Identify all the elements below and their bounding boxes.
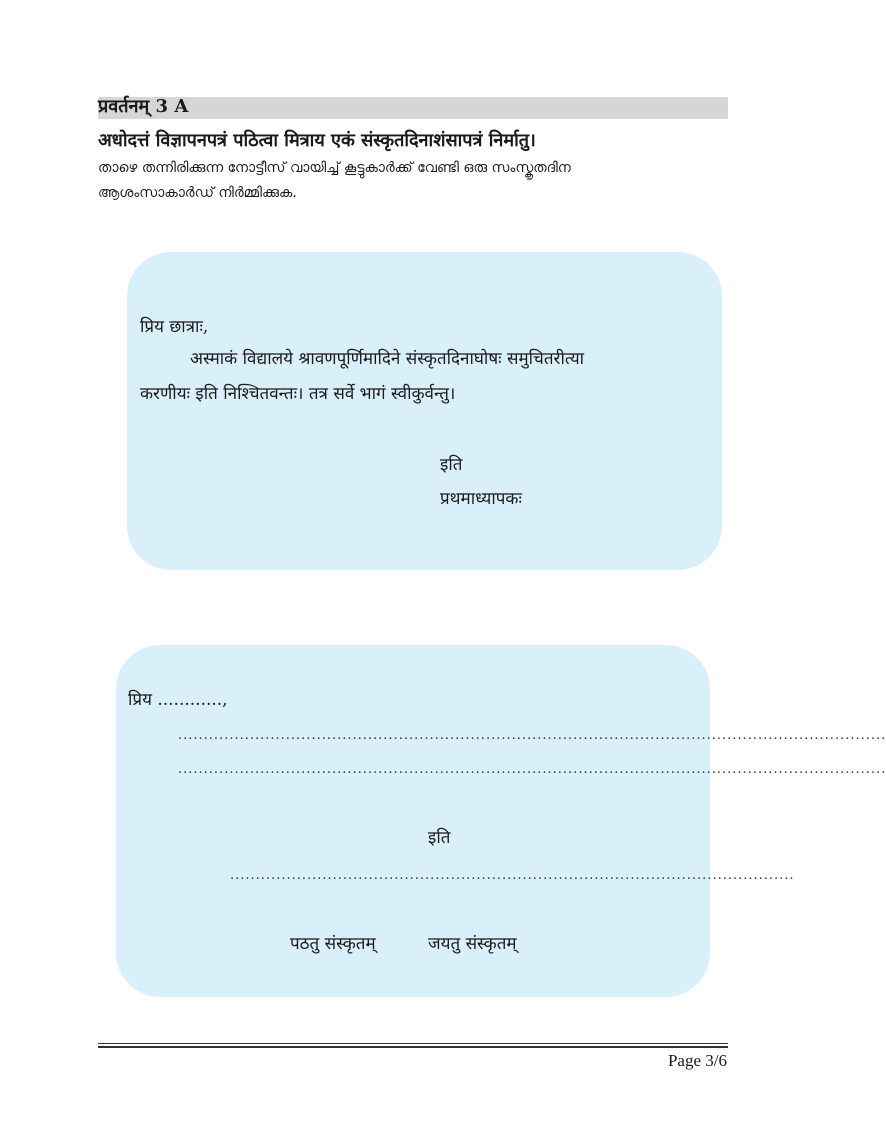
footer-divider: [98, 1043, 728, 1044]
card-blank-line-1: ..........................................................................................................................................: [178, 728, 886, 743]
card-slogan-left: पठतु संस्कृतम्: [290, 934, 376, 954]
notice-closing: इति: [440, 455, 463, 475]
instruction-malayalam-line1: താഴെ തന്നിരിക്കുന്ന നോട്ടീസ് വായിച്ച് കൂട്ടുകാർക്ക് വേണ്ടി ഒരു സംസ്കൃതദിന: [98, 160, 571, 176]
instruction-malayalam: [98, 156, 718, 206]
instruction-malayalam-line2: ആശംസാകാർഡ് നിർമ്മിക്കുക.: [98, 185, 297, 201]
card-slogan-right: जयतु संस्कृतम्: [428, 934, 517, 954]
section-heading: प्रवर्तनम् 3 A: [98, 96, 189, 117]
card-blank-line-signature: ..............................................................................................................: [230, 868, 795, 883]
notice-body-line2: करणीयः इति निश्चितवन्तः। तत्र सर्वे भागं स्वीकुर्वन्तु।: [140, 384, 456, 404]
page-number: Page 3/6: [667, 1051, 727, 1070]
card-closing: इति: [428, 828, 451, 848]
footer-divider-thick: [98, 1046, 728, 1048]
notice-card: [127, 252, 722, 570]
notice-salutation: प्रिय छात्राः,: [140, 317, 209, 337]
card-blank-line-2: ..........................................................................................................................................: [178, 762, 886, 777]
notice-body-line1: अस्माकं विद्यालये श्रावणपूर्णिमादिने संस्कृतदिनाघोषः समुचितरीत्या: [190, 349, 585, 369]
instruction-sanskrit: अधोदत्तं विज्ञापनपत्रं पठित्वा मित्राय एकं संस्कृतदिनाशंसापत्रं निर्मातु।: [98, 130, 536, 151]
heading-bar: [98, 97, 728, 119]
notice-signatory: प्रथमाध्यापकः: [440, 489, 522, 509]
card-salutation: प्रिय ............,: [128, 690, 228, 710]
